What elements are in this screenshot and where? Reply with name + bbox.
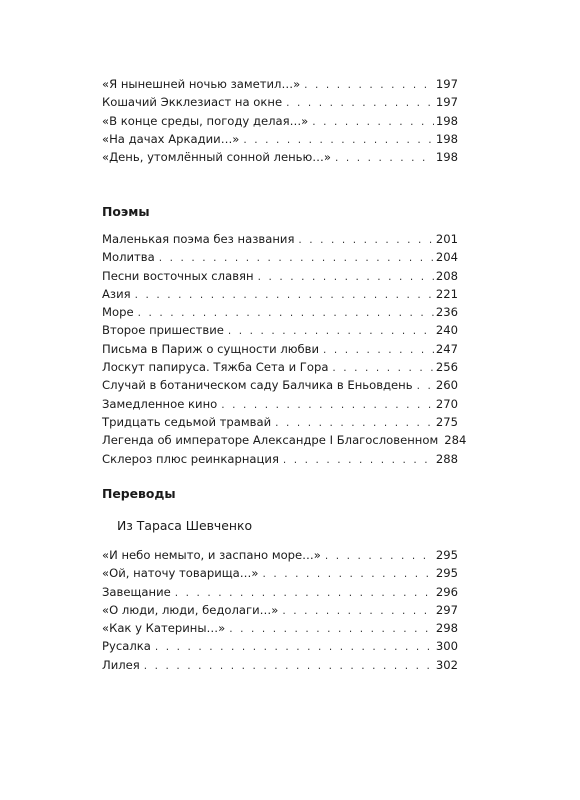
toc-entry[interactable] bbox=[102, 395, 458, 413]
entry-title: Молитва bbox=[102, 250, 155, 265]
toc-section-continued bbox=[102, 75, 458, 166]
entry-title: «Я нынешней ночью заметил…» bbox=[102, 77, 301, 91]
dot-leader bbox=[155, 638, 434, 656]
toc-entry[interactable] bbox=[102, 285, 458, 303]
toc-entry[interactable] bbox=[102, 450, 458, 468]
entry-page-number: 297 bbox=[435, 602, 458, 617]
dot-leader bbox=[282, 602, 434, 620]
entry-page-number: 295 bbox=[435, 548, 458, 562]
dot-leader bbox=[258, 268, 434, 286]
entry-title: Кошачий Экклезиаст на окне bbox=[102, 95, 283, 110]
toc-entry[interactable] bbox=[102, 130, 458, 148]
entry-title: Песни восточных славян bbox=[102, 268, 254, 283]
toc-entry[interactable] bbox=[102, 637, 458, 655]
entry-title: «Как у Катерины…» bbox=[102, 621, 226, 636]
toc-entry[interactable] bbox=[102, 656, 458, 674]
toc-entry[interactable] bbox=[102, 376, 458, 394]
toc-entry[interactable] bbox=[102, 75, 458, 93]
dot-leader bbox=[417, 377, 434, 395]
dot-leader bbox=[175, 584, 434, 602]
entry-title: Азия bbox=[102, 286, 131, 301]
entry-page-number: 288 bbox=[435, 451, 458, 466]
entry-page-number: 296 bbox=[435, 584, 458, 599]
dot-leader bbox=[332, 359, 433, 377]
dot-leader bbox=[275, 414, 434, 432]
dot-leader bbox=[298, 231, 433, 249]
entry-title: «В конце среды, погоду делая…» bbox=[102, 113, 309, 128]
dot-leader bbox=[138, 304, 434, 322]
entry-page-number: 197 bbox=[435, 95, 458, 110]
dot-leader bbox=[228, 322, 434, 340]
entry-page-number: 198 bbox=[435, 113, 458, 128]
entry-page-number: 270 bbox=[435, 396, 458, 411]
entry-page-number: 236 bbox=[435, 305, 458, 320]
subsection-heading: Из Тараса Шевченко bbox=[117, 518, 253, 533]
entry-title: Случай в ботаническом саду Балчика в Еньовдень bbox=[102, 378, 413, 393]
dot-leader bbox=[325, 547, 434, 565]
dot-leader bbox=[262, 565, 433, 583]
dot-leader bbox=[159, 249, 434, 267]
entry-page-number: 256 bbox=[435, 360, 458, 375]
entry-title: «На дачах Аркадии…» bbox=[102, 131, 240, 146]
entry-title: Легенда об императоре Александре I Благословенном bbox=[102, 433, 439, 448]
toc-entry[interactable] bbox=[102, 148, 458, 166]
entry-title: Второе пришествие bbox=[102, 323, 224, 338]
entry-page-number: 295 bbox=[435, 566, 458, 581]
entry-title: Русалка bbox=[102, 639, 151, 654]
entry-page-number: 247 bbox=[435, 341, 458, 356]
entry-page-number: 275 bbox=[435, 414, 458, 429]
section-heading-poems: Поэмы bbox=[102, 204, 150, 219]
dot-leader bbox=[243, 131, 433, 149]
toc-entry[interactable] bbox=[102, 93, 458, 111]
toc-entry[interactable] bbox=[102, 564, 458, 582]
toc-entry[interactable] bbox=[102, 546, 458, 564]
entry-page-number: 198 bbox=[435, 150, 458, 165]
entry-title: Лилея bbox=[102, 657, 140, 672]
toc-entry[interactable] bbox=[102, 112, 458, 130]
toc-entry[interactable] bbox=[102, 340, 458, 358]
dot-leader bbox=[229, 620, 434, 638]
entry-title: Маленькая поэма без названия bbox=[102, 232, 295, 246]
entry-page-number: 260 bbox=[435, 378, 458, 393]
toc-entry[interactable] bbox=[102, 583, 458, 601]
dot-leader bbox=[323, 341, 434, 359]
toc-entry[interactable] bbox=[102, 230, 458, 248]
entry-title: Завещание bbox=[102, 584, 171, 599]
dot-leader bbox=[135, 286, 434, 304]
toc-entry[interactable] bbox=[102, 267, 458, 285]
entry-title: Склероз плюс реинкарнация bbox=[102, 451, 279, 466]
toc-section-poems bbox=[102, 230, 467, 468]
toc-entry[interactable] bbox=[102, 303, 458, 321]
dot-leader bbox=[304, 76, 434, 94]
dot-leader bbox=[286, 94, 434, 112]
entry-title: «О люди, люди, бедолаги…» bbox=[102, 602, 279, 617]
entry-page-number: 221 bbox=[435, 286, 458, 301]
toc-entry[interactable] bbox=[102, 413, 458, 431]
dot-leader bbox=[221, 396, 434, 414]
dot-leader bbox=[312, 113, 434, 131]
entry-title: Тридцать седьмой трамвай bbox=[102, 414, 272, 429]
dot-leader bbox=[335, 149, 434, 167]
entry-page-number: 198 bbox=[435, 131, 458, 146]
entry-page-number: 298 bbox=[435, 621, 458, 636]
entry-page-number: 204 bbox=[435, 250, 458, 265]
entry-page-number: 197 bbox=[435, 77, 458, 91]
entry-page-number: 284 bbox=[444, 433, 467, 448]
entry-title: «Ой, наточу товарища…» bbox=[102, 566, 259, 581]
entry-page-number: 208 bbox=[435, 268, 458, 283]
entry-title: Письма в Париж о сущности любви bbox=[102, 341, 320, 356]
dot-leader bbox=[144, 657, 434, 675]
section-heading-translations: Переводы bbox=[102, 486, 176, 501]
entry-title: «И небо немыто, и заспано море…» bbox=[102, 548, 321, 562]
toc-entry[interactable] bbox=[102, 321, 458, 339]
dot-leader bbox=[283, 451, 434, 469]
toc-entry[interactable] bbox=[102, 619, 458, 637]
toc-entry[interactable] bbox=[102, 601, 458, 619]
entry-title: «День, утомлённый сонной ленью…» bbox=[102, 150, 331, 165]
entry-title: Море bbox=[102, 305, 134, 320]
entry-page-number: 300 bbox=[435, 639, 458, 654]
entry-title: Замедленное кино bbox=[102, 396, 218, 411]
entry-page-number: 201 bbox=[435, 232, 458, 246]
toc-entry[interactable] bbox=[102, 248, 458, 266]
toc-entry[interactable] bbox=[102, 431, 467, 449]
entry-title: Лоскут папируса. Тяжба Сета и Гора bbox=[102, 360, 329, 375]
entry-page-number: 302 bbox=[435, 657, 458, 672]
entry-page-number: 240 bbox=[435, 323, 458, 338]
toc-section-translations bbox=[102, 546, 458, 674]
toc-entry[interactable] bbox=[102, 358, 458, 376]
